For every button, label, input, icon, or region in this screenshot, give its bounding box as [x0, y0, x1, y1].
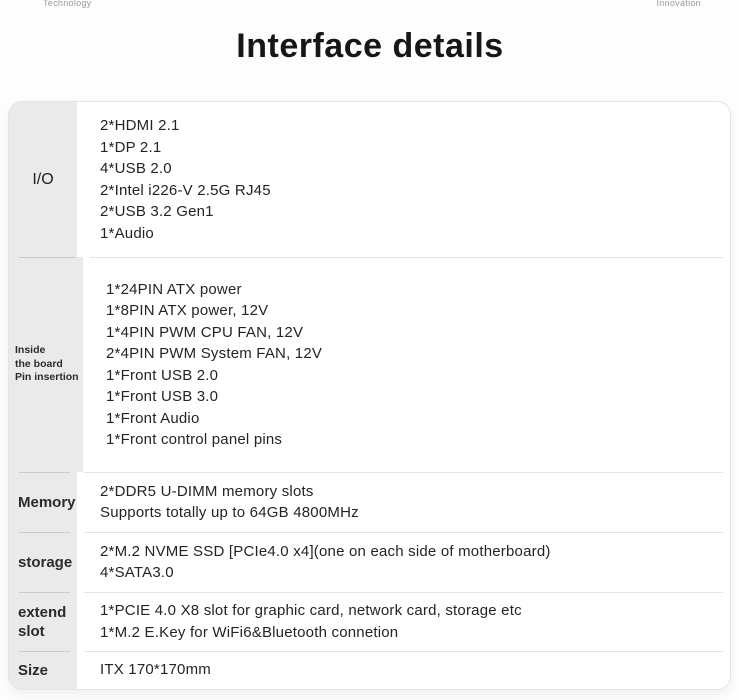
table-row-io: [9, 102, 730, 257]
row-label-pin-insertion: [9, 257, 83, 472]
row-label-text: Size: [18, 661, 49, 679]
spec-line: ITX 170*170mm: [100, 661, 211, 679]
row-label-text: I/O: [32, 171, 54, 188]
row-content-memory: [77, 472, 730, 532]
row-label-line: Inside: [15, 344, 46, 357]
spec-line: 1*Front Audio: [106, 409, 200, 427]
spec-line: 2*USB 3.2 Gen1: [100, 203, 214, 220]
row-label-storage: [9, 532, 77, 592]
row-label-line: Pin insertion: [15, 371, 79, 384]
table-row-pin-insertion: [9, 257, 730, 472]
spec-line: 1*M.2 E.Key for WiFi6&Bluetooth connetion: [100, 623, 399, 641]
header-taglines: [0, 0, 740, 10]
row-label-text: extend slot: [18, 603, 67, 640]
spec-line: Supports totally up to 64GB 4800MHz: [100, 504, 359, 521]
row-content-io: [77, 102, 730, 257]
row-label-extend-slot: [9, 592, 77, 651]
page-title: Interface details: [236, 27, 504, 65]
row-content-size: [77, 651, 730, 689]
spec-line: 1*DP 2.1: [100, 138, 162, 156]
spec-line: 1*Front USB 3.0: [106, 388, 219, 405]
spec-line: 2*HDMI 2.1: [100, 117, 180, 134]
table-row-size: [9, 651, 730, 689]
spec-line: 2*M.2 NVME SSD [PCIe4.0 x4](one on each side of motherboard): [100, 542, 551, 560]
row-label-memory: [9, 472, 77, 532]
spec-line: 1*PCIE 4.0 X8 slot for graphic card, network card, storage etc: [100, 602, 522, 619]
spec-line: 4*SATA3.0: [100, 564, 174, 581]
row-label-size: [9, 651, 77, 689]
row-label-text: storage: [18, 553, 73, 571]
row-content-pin-insertion: [83, 257, 730, 472]
interface-details-table: [8, 101, 731, 690]
spec-line: 2*Intel i226-V 2.5G RJ45: [100, 181, 271, 199]
spec-line: 1*8PIN ATX power, 12V: [106, 302, 269, 319]
spec-line: 1*Audio: [100, 224, 154, 242]
row-content-extend-slot: [77, 592, 730, 651]
spec-line: 4*USB 2.0: [100, 160, 172, 177]
tagline-innovation: Innovation: [656, 0, 701, 8]
spec-line: 1*Front control panel pins: [106, 431, 283, 448]
spec-line: 1*24PIN ATX power: [106, 280, 242, 298]
table-row-memory: [9, 472, 730, 532]
row-content-storage: [77, 532, 730, 592]
spec-line: 1*4PIN PWM CPU FAN, 12V: [106, 323, 304, 341]
row-label-io: [9, 102, 77, 257]
spec-line: 2*DDR5 U-DIMM memory slots: [100, 482, 314, 500]
tagline-technology: Technology: [43, 0, 92, 8]
spec-line: 1*Front USB 2.0: [106, 366, 219, 384]
row-label-line: the board: [15, 357, 63, 370]
row-label-text: Memory: [18, 493, 76, 511]
spec-line: 2*4PIN PWM System FAN, 12V: [106, 345, 323, 362]
table-row-storage: [9, 532, 730, 592]
table-row-extend-slot: [9, 592, 730, 651]
